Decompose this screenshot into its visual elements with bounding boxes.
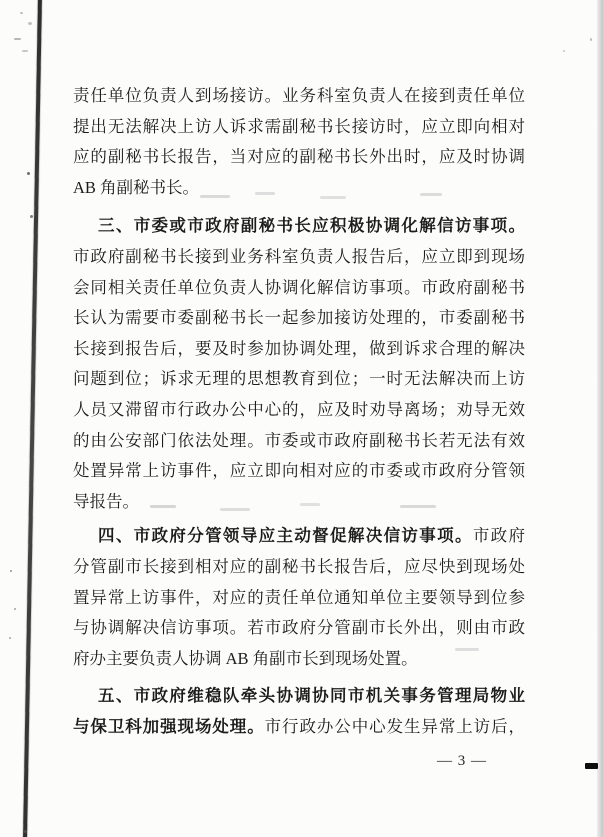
text-line: [73, 426, 525, 457]
body-text-segment: 长认为需要市委副秘书长一起参加接访处理的，市委副秘书: [73, 308, 525, 328]
body-text-segment: AB 角副秘书长。: [73, 177, 200, 197]
body-text-segment: 与协调解决信访事项。若市政府分管副市长外出，则由市政: [73, 618, 525, 638]
scan-right-edge-shadow: [597, 0, 603, 837]
body-text-segment: 处置异常上访事件，应立即向相对应的市委或市政府分管领: [73, 461, 525, 481]
scan-speckle: [14, 38, 21, 40]
body-text-segment: 应的副秘书长报告，当对应的副秘书长外出时，应及时协调: [73, 147, 525, 167]
text-line: [73, 395, 525, 426]
body-text-segment: 的由公安部门依法处理。市委或市政府副秘书长若无法有效: [73, 430, 525, 450]
body-text-segment: 提出无法解决上访人诉求需副秘书长接访时，应立即向相对: [73, 116, 525, 136]
text-line: [73, 81, 525, 112]
body-text-segment: 市政府副秘书长接到业务科室负责人报告后，应立即到现场: [73, 246, 525, 266]
body-text-segment: 问题到位；诉求无理的思想教育到位；一时无法解决而上访: [73, 369, 525, 389]
scan-speckle: [27, 172, 30, 175]
scan-speckle: [20, 12, 23, 14]
body-text-segment: 市政府: [472, 526, 525, 546]
heading-text-segment: 五、市政府维稳队牵头协调协同市机关事务管理局物业: [98, 687, 525, 706]
scan-speckle: [22, 50, 28, 52]
scan-speckle: [14, 608, 16, 610]
page-number: — 3 —: [437, 753, 487, 769]
body-text-segment: 导报告。: [73, 491, 139, 511]
body-text-segment: 置异常上访事件，对应的责任单位通知单位主要领导到位参: [73, 587, 525, 607]
text-line: [73, 303, 525, 334]
heading-text-segment: 四、市政府分管领导应主动督促解决信访事项。: [98, 527, 473, 546]
text-line: [73, 681, 525, 712]
body-text-segment: 责任单位负责人到场接访。业务科室负责人在接到责任单位: [73, 86, 525, 105]
heading-text-segment: 三、市委或市政府副秘书长应积极协调化解信访事项。: [98, 217, 525, 236]
text-line: [73, 273, 525, 304]
text-line: [73, 173, 525, 204]
scan-speckle: [24, 830, 27, 833]
scan-speckle: [590, 38, 592, 41]
text-line: [73, 334, 525, 365]
scan-speckle: [30, 215, 33, 218]
body-text-segment: 长接到报告后，要及时参加协调处理，做到诉求合理的解决: [73, 338, 525, 358]
body-text-segment: 会同相关责任单位负责人协调化解信访事项。市政府副秘书: [73, 277, 525, 297]
paragraph: [73, 211, 525, 517]
scan-speckle: [10, 570, 12, 572]
text-line: [73, 242, 525, 273]
text-line: [73, 364, 525, 395]
paragraph: [73, 681, 525, 742]
body-text-segment: 市行政办公中心发生异常上访后，: [264, 716, 525, 736]
scan-fold-line: [23, 0, 42, 837]
text-line: [73, 644, 525, 675]
scan-speckle: [28, 22, 32, 25]
text-line: [73, 613, 525, 644]
text-line: [73, 521, 525, 552]
paragraph: [73, 81, 525, 203]
text-line: [73, 712, 525, 743]
document-body: [73, 81, 525, 742]
scan-edge-mark: [585, 763, 598, 769]
scan-speckle: [563, 50, 565, 52]
text-line: [73, 583, 525, 614]
text-line: [73, 211, 525, 242]
heading-text-segment: 与保卫科加强现场处理。: [73, 717, 265, 736]
text-line: [73, 552, 525, 583]
text-line: [73, 487, 525, 518]
body-text-segment: 府办主要负责人协调 AB 角副市长到现场处置。: [73, 648, 418, 668]
text-line: [73, 456, 525, 487]
scan-speckle: [9, 637, 11, 639]
body-text-segment: 人员又滞留市行政办公中心的，应及时劝导离场；劝导无效: [73, 399, 525, 419]
body-text-segment: 分管副市长接到相对应的副秘书长报告后，应尽快到现场处: [73, 556, 525, 576]
text-line: [73, 112, 525, 143]
text-line: [73, 142, 525, 173]
paragraph: [73, 521, 525, 674]
